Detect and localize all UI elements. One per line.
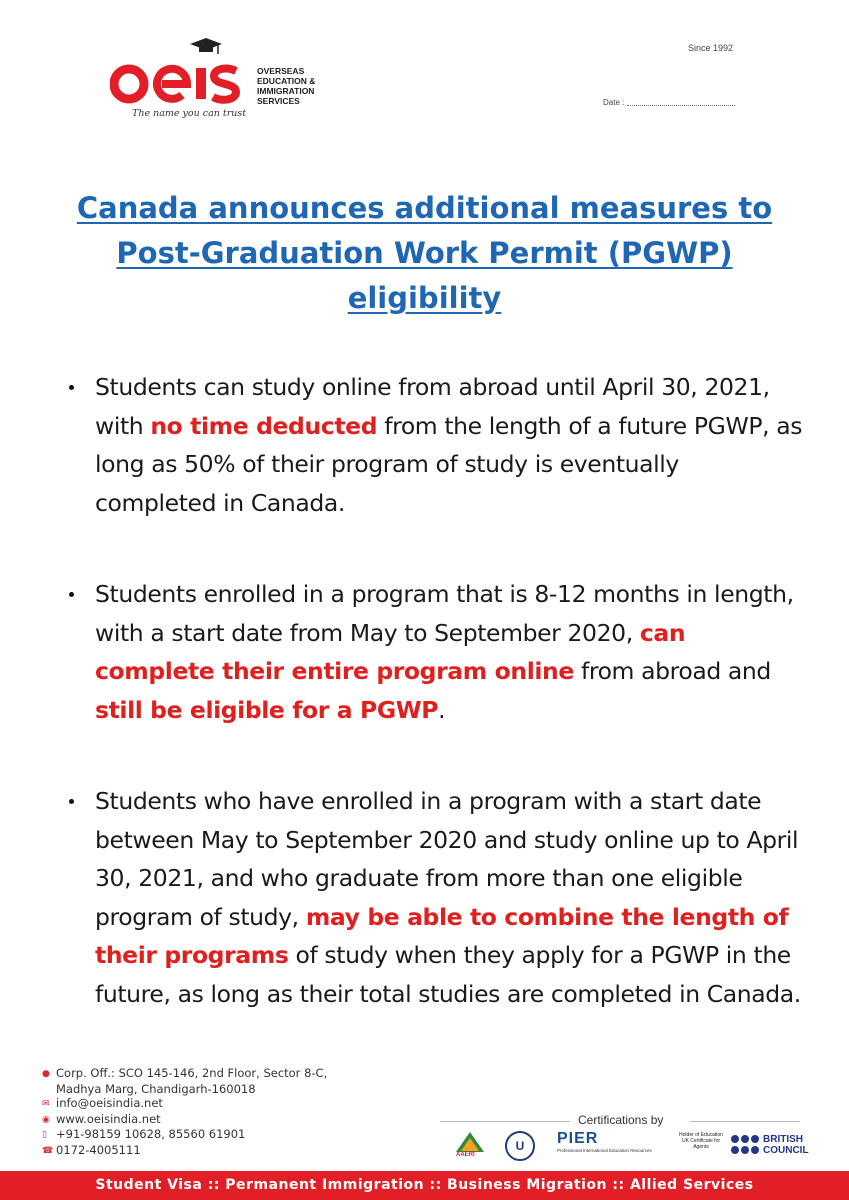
uk-agent-cert: Holder of Education UK Certificate for Agents — [679, 1132, 723, 1150]
icef-logo: U — [505, 1131, 535, 1161]
list-item — [95, 368, 805, 522]
bullet-icon — [69, 385, 74, 390]
location-pin-icon: ● — [42, 1069, 50, 1079]
brand-line: IMMIGRATION — [257, 86, 315, 96]
text-segment: . — [438, 695, 446, 724]
address-row — [42, 1066, 327, 1082]
british-council-line-1: BRITISH — [763, 1134, 803, 1145]
text-segment: Students who have enrolled in a program with a start date between May to September 2020 and study online up to April 30, 2021, and who graduate from more than one eligible program of study, — [95, 787, 799, 931]
date-line — [627, 105, 735, 106]
globe-icon: ◉ — [42, 1114, 50, 1125]
brand-name — [257, 66, 357, 106]
divider — [440, 1121, 570, 1122]
certifications-label: Certifications by — [578, 1113, 664, 1127]
highlight-text: can complete their entire program online — [95, 618, 686, 685]
british-council-logo — [730, 1132, 830, 1158]
phone-number: 0172-4005111 — [56, 1142, 141, 1157]
contact-info — [42, 1066, 327, 1158]
british-council-line-2: COUNCIL — [763, 1145, 809, 1156]
highlight-text: may be able to combine the length of their programs — [95, 902, 789, 969]
services-bar: Student Visa :: Permanent Immigration :: Business Migration :: Allied Services — [0, 1171, 849, 1200]
highlight-text: no time deducted — [150, 411, 378, 440]
list-item — [95, 575, 805, 729]
brand-line: EDUCATION & — [257, 76, 316, 86]
logo-graphic — [110, 38, 260, 116]
certification-logos — [450, 1130, 830, 1160]
text-segment: Students enrolled in a program that is 8-12 months in length, with a start date from May to September 2020, — [95, 580, 794, 647]
mobile-row — [42, 1127, 327, 1143]
list-item — [95, 782, 805, 1013]
phone-row — [42, 1143, 327, 1159]
text-segment: Students can study online from abroad until April 30, 2021, with — [95, 373, 770, 440]
mobile-icon: ▯ — [42, 1130, 47, 1140]
since-label: Since 1992 — [688, 43, 734, 53]
text-segment: from abroad and — [573, 657, 771, 685]
email-link[interactable]: info@oeisindia.net — [56, 1096, 163, 1110]
date-field — [603, 98, 735, 107]
website-row — [42, 1112, 327, 1128]
highlight-text: still be eligible for a PGWP — [95, 695, 439, 724]
mobile-number: +91-98159 10628, 85560 61901 — [56, 1127, 246, 1141]
bullet-icon — [69, 592, 74, 597]
brand-line: OVERSEAS — [257, 66, 305, 76]
pier-logo — [557, 1130, 667, 1160]
british-council-icon — [730, 1134, 762, 1156]
graduation-cap-icon — [190, 38, 222, 54]
tagline: The name you can trust — [132, 108, 247, 119]
bullet-icon — [69, 799, 74, 804]
bullet-list — [95, 368, 805, 1013]
oeis-logo — [110, 38, 350, 128]
aaeri-label: AAERI — [456, 1152, 475, 1158]
aaeri-logo — [450, 1130, 490, 1160]
divider — [690, 1121, 800, 1122]
text-segment: of study when they apply for a PGWP in the future, as long as their total studies are completed in Canada. — [95, 941, 801, 1008]
phone-icon: ☎ — [42, 1145, 54, 1156]
address-line-1: Corp. Off.: SCO 145-146, 2nd Floor, Sector 8-C, — [56, 1066, 328, 1080]
date-label: Date : — [603, 98, 625, 107]
mail-icon: ✉ — [42, 1099, 50, 1109]
text-segment: from the length of a future PGWP, as long as 50% of their program of study is eventually completed in Canada. — [95, 411, 803, 517]
email-row — [42, 1096, 327, 1112]
pier-subtitle: Professional International Education Resources — [557, 1148, 652, 1153]
page-title: Canada announces additional measures to Post-Graduation Work Permit (PGWP) eligibility — [76, 191, 773, 315]
pier-title: PIER — [557, 1130, 599, 1147]
address-line-2: Madhya Marg, Chandigarh-160018 — [56, 1081, 256, 1096]
brand-line: SERVICES — [257, 96, 300, 106]
website-link[interactable]: www.oeisindia.net — [56, 1111, 161, 1126]
